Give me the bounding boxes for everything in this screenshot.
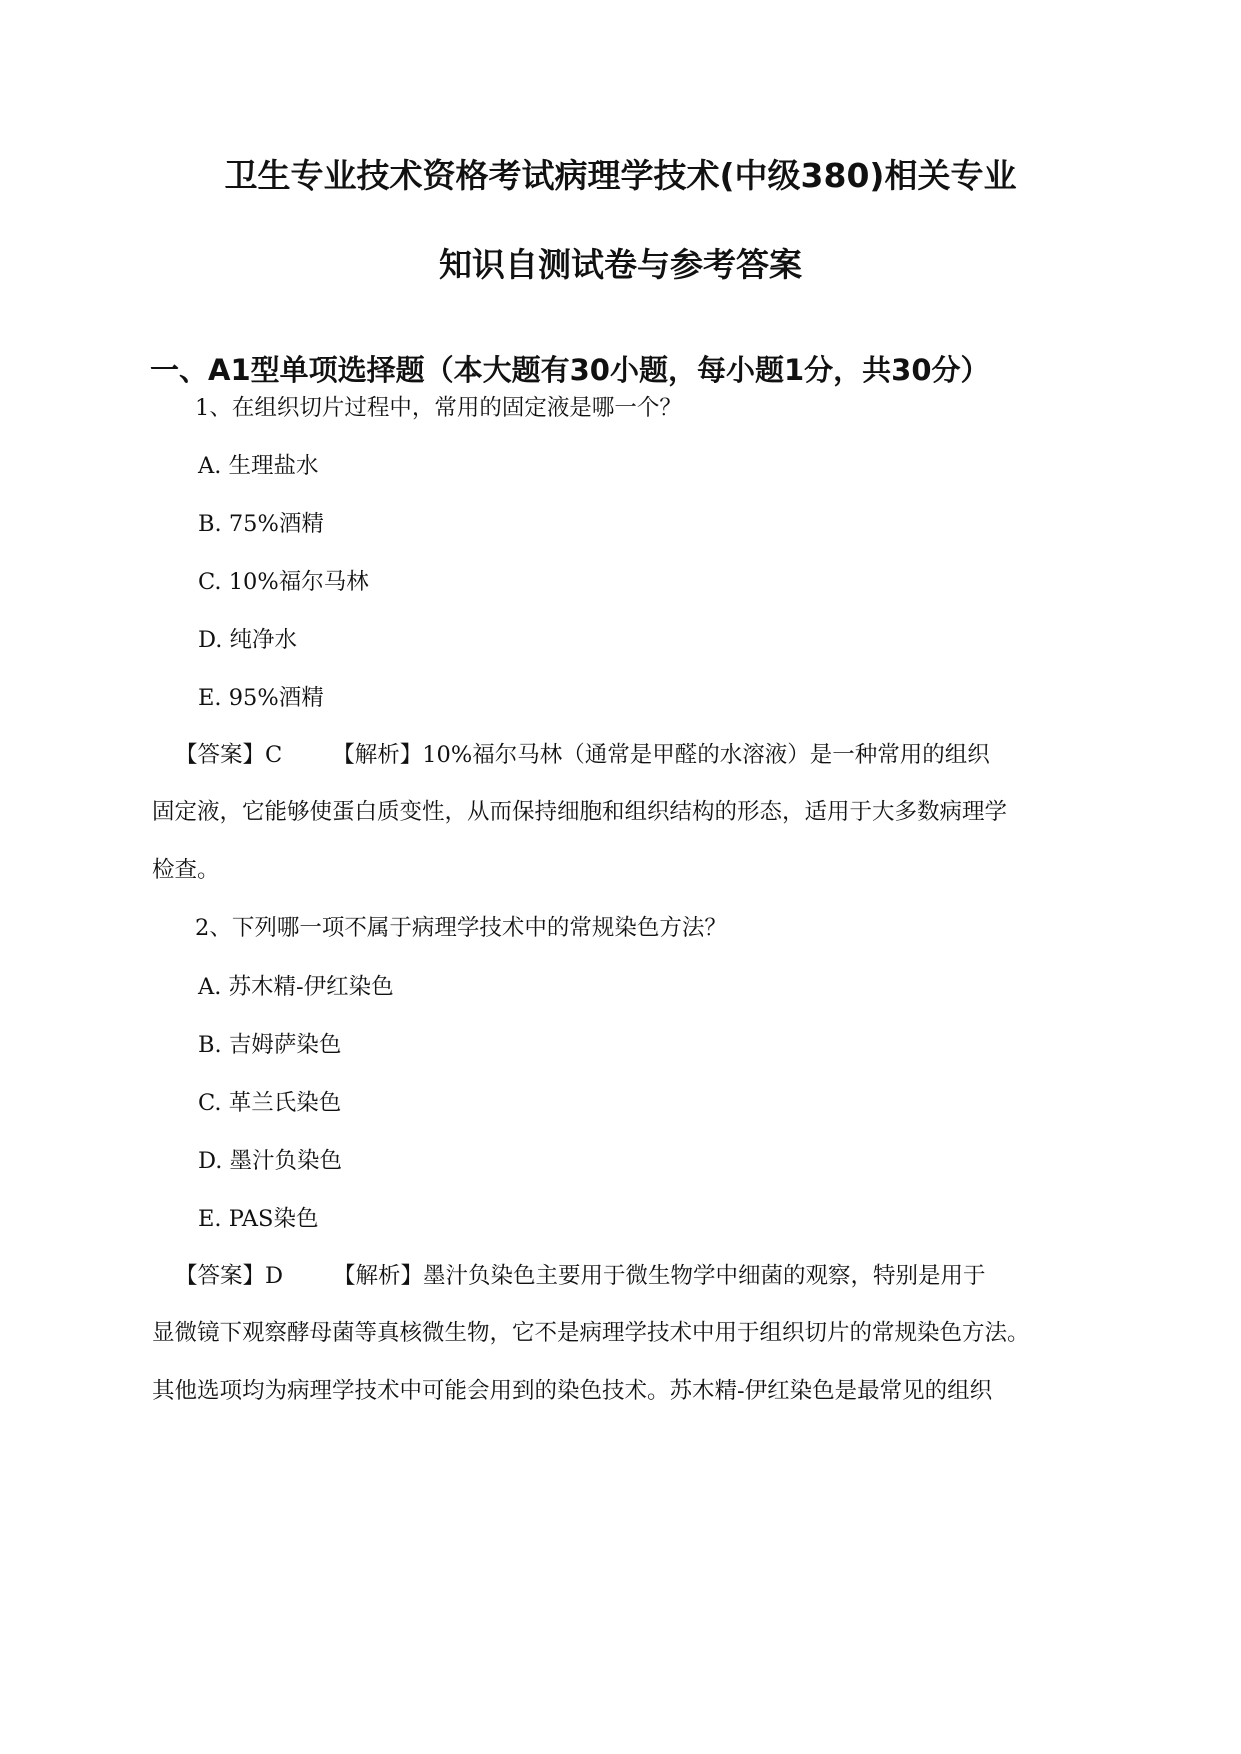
question-1-option-b: B. 75%酒精 — [198, 511, 324, 537]
question-2-option-a: A. 苏木精-伊红染色 — [198, 974, 394, 1000]
question-2-option-c: C. 革兰氏染色 — [198, 1090, 342, 1116]
question-2-stem: 2、下列哪一项不属于病理学技术中的常规染色方法？ — [195, 915, 727, 941]
question-1-option-a: A. 生理盐水 — [198, 453, 319, 479]
document-title-line-1: 卫生专业技术资格考试病理学技术(中级380)相关专业 — [224, 156, 1017, 195]
question-2-option-e: E. PAS染色 — [198, 1206, 319, 1232]
question-2-answer: 【答案】D — [175, 1263, 284, 1289]
question-1-answer-line — [175, 740, 990, 770]
question-2-option-b: B. 吉姆萨染色 — [198, 1032, 342, 1058]
question-1-option-c: C. 10%福尔马林 — [198, 569, 369, 595]
question-1-explanation-line-3: 检查。 — [152, 857, 220, 883]
question-1-explanation-line-1: 【解析】10%福尔马林（通常是甲醛的水溶液）是一种常用的组织 — [332, 742, 990, 768]
question-1-option-d: D. 纯净水 — [198, 627, 298, 653]
question-2-explanation-line-3: 其他选项均为病理学技术中可能会用到的染色技术。苏木精-伊红染色是最常见的组织 — [152, 1378, 993, 1404]
question-1-option-e: E. 95%酒精 — [198, 685, 324, 711]
question-1-explanation-line-2: 固定液，它能够使蛋白质变性，从而保持细胞和组织结构的形态，适用于大多数病理学 — [152, 799, 1008, 825]
document-title-line-2: 知识自测试卷与参考答案 — [439, 245, 802, 284]
question-2-option-d: D. 墨汁负染色 — [198, 1148, 343, 1174]
section-heading: 一、A1型单项选择题（本大题有30小题，每小题1分，共30分） — [150, 353, 990, 387]
question-1-answer: 【答案】C — [175, 742, 283, 768]
question-1-stem: 1、在组织切片过程中，常用的固定液是哪一个？ — [195, 395, 682, 421]
question-2-answer-line — [175, 1261, 986, 1291]
question-2-explanation-line-1: 【解析】墨汁负染色主要用于微生物学中细菌的观察，特别是用于 — [333, 1263, 986, 1289]
question-2-explanation-line-2: 显微镜下观察酵母菌等真核微生物，它不是病理学技术中用于组织切片的常规染色方法。 — [152, 1320, 1030, 1346]
